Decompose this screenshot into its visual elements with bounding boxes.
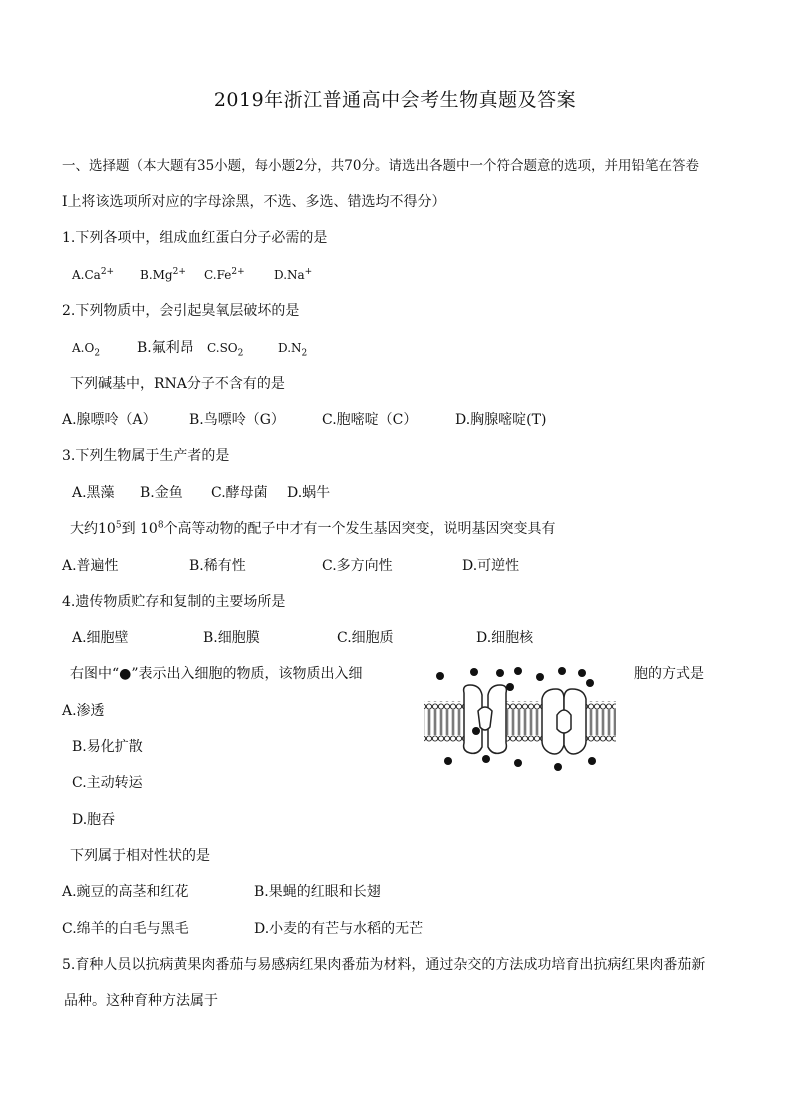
question-transport-stem-right: 胞的方式是: [634, 666, 704, 682]
traits-option-a: A.豌豆的高茎和红花: [62, 884, 189, 900]
transport-option-a: A.渗透: [62, 703, 105, 719]
q4-option-c: C.细胞质: [337, 630, 394, 646]
traits-option-b: B.果蝇的红眼和长翅: [254, 884, 381, 900]
question-5-line2: 品种。这种育种方法属于: [64, 993, 218, 1009]
question-4-stem: 4.遗传物质贮存和复制的主要场所是: [62, 594, 286, 610]
traits-option-d: D.小麦的有芒与水稻的无芒: [254, 921, 424, 937]
q4-option-d: D.细胞核: [476, 630, 534, 646]
transport-option-d: D.胞吞: [72, 812, 116, 828]
q2-option-c: $C.SO_2$: [207, 341, 244, 359]
q3-option-c: C.酵母菌: [211, 485, 268, 501]
rna-option-d: D.胸腺嘧啶(T): [455, 412, 547, 428]
transport-option-b: B.易化扩散: [72, 739, 143, 755]
carrier-protein-1: [464, 685, 507, 753]
question-1-stem: 1.下列各项中，组成血红蛋白分子必需的是: [62, 230, 328, 246]
transport-option-c: C.主动转运: [72, 775, 143, 791]
mutation-option-c: C.多方向性: [322, 558, 393, 574]
question-traits-stem: 下列属于相对性状的是: [70, 848, 210, 864]
q3-option-b: B.金鱼: [140, 485, 183, 501]
q2-option-d: $D.N_2$: [278, 341, 308, 359]
cell-membrane-diagram: [414, 663, 624, 778]
question-5-line1: 5.育种人员以抗病黄果肉番茄与易感病红果肉番茄为材料，通过杂交的方法成功培育出抗病红果肉番茄新: [62, 957, 706, 973]
question-transport-stem-left: 右图中“●”表示出入细胞的物质，该物质出入细: [70, 666, 363, 682]
carrier-protein-2: [542, 689, 586, 754]
rna-option-a: A.腺嘌呤（A）: [62, 412, 157, 428]
q4-option-a: A.细胞壁: [72, 630, 129, 646]
question-rna-stem: 下列碱基中，RNA分子不含有的是: [70, 376, 285, 392]
q2-option-b: B.氟利昂: [137, 340, 194, 356]
q1-option-d: D.Na+: [274, 267, 313, 282]
section-header-line1: 一、选择题（本大题有35小题，每小题2分，共70分。请选出各题中一个符合题意的选项，并用铅笔在答卷: [62, 158, 699, 174]
rna-option-b: B.鸟嘌呤（G）: [189, 412, 285, 428]
q2-option-a: $A.O_2$: [72, 341, 101, 359]
q1-option-b: $B.Mg^{2+}$: [140, 267, 186, 282]
rna-option-c: C.胞嘧啶（C）: [322, 412, 418, 428]
mutation-option-d: D.可逆性: [462, 558, 520, 574]
q1-option-a: $A.Ca^{2+}$: [72, 267, 115, 282]
question-3-stem: 3.下列生物属于生产者的是: [62, 448, 230, 464]
q1-option-c: $C.Fe^{2+}$: [204, 267, 245, 282]
page-title: 2019年浙江普通高中会考生物真题及答案: [213, 89, 577, 111]
q4-option-b: B.细胞膜: [203, 630, 260, 646]
mutation-option-a: A.普遍性: [62, 558, 119, 574]
lipid-bilayer: [424, 701, 616, 743]
section-header-line2: Ⅰ上将该选项所对应的字母涂黑，不选、多选、错选均不得分）: [62, 194, 446, 210]
q3-option-a: A.黑藻: [72, 485, 115, 501]
q3-option-d: D.蜗牛: [287, 485, 331, 501]
mutation-option-b: B.稀有性: [189, 558, 246, 574]
question-2-stem: 2.下列物质中，会引起臭氧层破坏的是: [62, 303, 300, 319]
question-mutation-stem: 大约$10^5$到 $10^8$个高等动物的配子中才有一个发生基因突变，说明基因突变具有: [70, 520, 556, 537]
traits-option-c: C.绵羊的白毛与黑毛: [62, 921, 189, 937]
